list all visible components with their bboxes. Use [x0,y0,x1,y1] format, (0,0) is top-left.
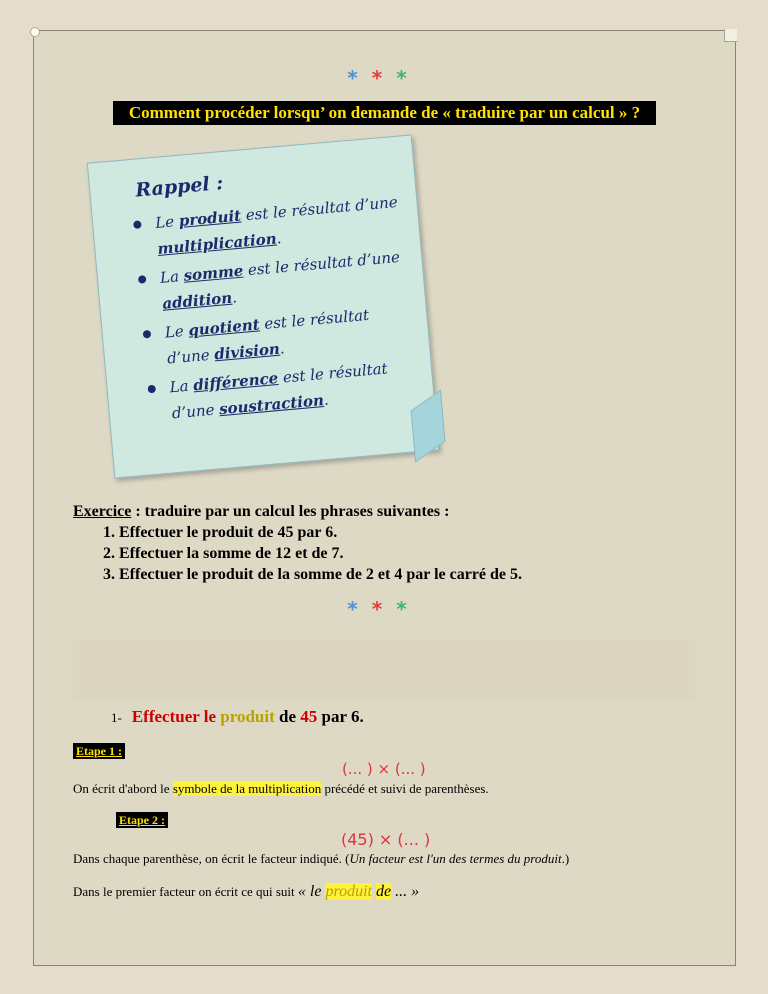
bullet-icon [143,330,152,339]
rappel-note [87,134,439,478]
page-title: Comment procéder lorsqu’ on demande de « traduire par un calcul » ? [113,101,656,125]
etape2-line2: Dans le premier facteur on écrit ce qui suit « le produit de ... » [73,883,420,900]
rappel-list [154,188,422,429]
etape1-label: Etape 1 : [73,743,125,759]
rappel-item: Le quotient est le résultat d’une division. [164,298,418,372]
rappel-item: La différence est le résultat d’une soustraction. [169,353,423,427]
etape2-text: Dans chaque parenthèse, on écrit le facteur indiqué. (Un facteur est l'un des termes du produit.) [73,851,570,866]
rappel-heading: Rappel : [134,172,225,202]
exercise-item: 2. Effectuer la somme de 12 et de 7. [119,543,522,564]
bullet-icon [133,220,142,229]
rappel-item: Le produit est le résultat d’une multiplication. [154,188,408,262]
etape2-label: Etape 2 : [116,812,168,828]
page-corner-icon [724,29,737,42]
rappel-item: La somme est le résultat d’une addition. [159,243,413,317]
exercise-block [73,501,522,585]
etape1-formula: (... ) × (... ) [342,760,426,778]
bullet-icon [147,385,156,394]
etape1-text: On écrit d'abord le symbole de la multiplication précédé et suivi de parenthèses. [73,781,489,796]
exercise-heading: Exercice : traduire par un calcul les phrases suivantes : [73,503,450,520]
exercise-item: 3. Effectuer le produit de la somme de 2 et 4 par le carré de 5. [119,564,522,585]
bullet-icon [138,275,147,284]
exercise-item: 1. Effectuer le produit de 45 par 6. [119,522,522,543]
anchor-icon [30,27,40,37]
etape2-formula: (45) × (... ) [341,830,431,849]
blank-band [73,640,695,700]
star-divider-top: *** [347,66,421,90]
star-divider-middle: *** [347,597,421,621]
exercise-list [73,522,522,585]
part1-heading: 1- Effectuer le produit de 45 par 6. [111,707,364,726]
